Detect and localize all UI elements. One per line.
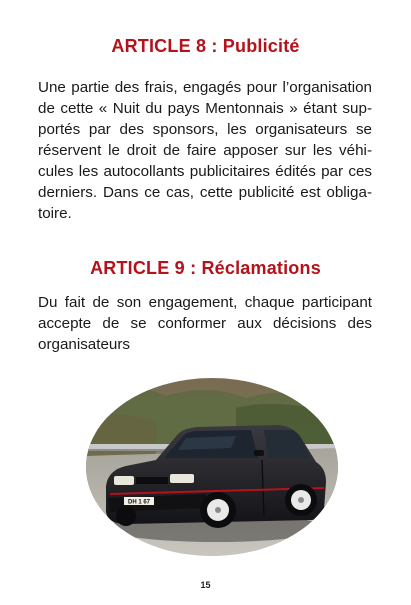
rally-car-photo — [86, 378, 338, 556]
license-plate: DH 1 67 — [127, 499, 151, 506]
article-8-body: Une partie des frais, engagés pour l’organisation de cette « Nuit du pays Mentonnais » étant supportés par des sponsors, les organisateurs se réservent le droit de faire apposer sur les véhicules les autocollants publicitaires édités par ces derniers. Dans ce cas, cette publicité est obligatoire. — [38, 79, 372, 222]
page-number: 15 — [200, 580, 211, 590]
article-9-body: Du fait de son engagement, chaque participant accepte de se conformer aux décisions des organisateurs — [38, 294, 372, 353]
article-8-heading: ARTICLE 8 : Publicité — [111, 36, 300, 56]
article-9-heading: ARTICLE 9 : Réclamations — [90, 258, 321, 278]
